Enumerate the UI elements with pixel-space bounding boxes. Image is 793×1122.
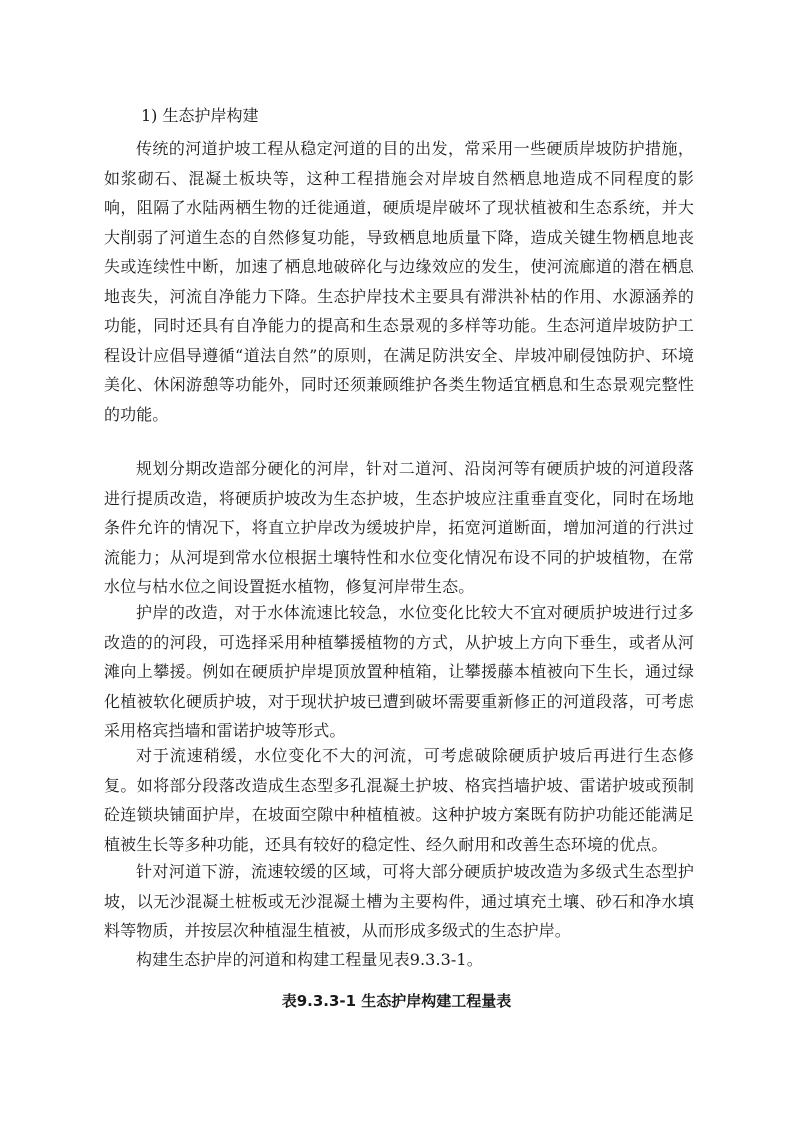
paragraph-multilevel-revetment: 针对河道下游，流速较缓的区域，可将大部分硬质护坡改造为多级式生态型护坡，以无沙混凝土桩板或无沙混凝土槽为主要构件，通过填充土壤、砂石和净水填料等物质，并按层次种植湿生植被，从而形成多级式的生态护岸。 [104,862,694,940]
paragraph-table-reference: 构建生态护岸的河道和构建工程量见表9.3.3-1。 [136,950,483,969]
paragraph-phased-renovation: 规划分期改造部分硬化的河岸，针对二道河、沿岗河等有硬质护坡的河道段落进行提质改造，将硬质护坡改为生态护坡，生态护坡应注重垂直变化，同时在场地条件允许的情况下，将直立护岸改为缓坡护岸，拓宽河道断面，增加河道的行洪过流能力；从河堤到常水位根据土壤特性和水位变化情况布设不同的护坡植物，在常水位与枯水位之间设置挺水植物，修复河岸带生态。 [104,459,694,596]
section-heading: 1) 生态护岸构建 [141,106,259,125]
paragraph-slow-flow-restoration: 对于流速稍缓，水位变化不大的河流，可考虑破除硬质护坡后再进行生态修复。如将部分段落改造成生态型多孔混凝土护坡、格宾挡墙护坡、雷诺护坡或预制砼连锁块铺面护岸，在坡面空隙中种植植被。这种护坡方案既有防护功能还能满足植被生长等多种功能，还具有较好的稳定性、经久耐用和改善生态环境的优点。 [104,746,694,854]
table-caption: 表9.3.3-1 生态护岸构建工程量表 [281,992,512,1010]
paragraph-traditional-revetment: 传统的河道护坡工程从稳定河道的目的出发，常采用一些硬质岸坡防护措施，如浆砌石、混凝土板块等，这种工程措施会对岸坡自然栖息地造成不同程度的影响，阻隔了水陆两栖生物的迁徙通道，硬质堤岸破坏了现状植被和生态系统，并大大削弱了河道生态的自然修复功能，导致栖息地质量下降，造成关键生物栖息地丧失或连续性中断，加速了栖息地破碎化与边缘效应的发生，使河流廊道的潜在栖息地丧失，河流自净能力下降。生态护岸技术主要具有滞洪补枯的作用、水源涵养的功能，同时还具有自净能力的提高和生态景观的多样等功能。生态河道岸坡防护工程设计应倡导遵循“道法自然”的原则，在满足防洪安全、岸坡冲刷侵蚀防护、环境美化、休闲游憩等功能外，同时还须兼顾维护各类生物适宜栖息和生态景观完整性的功能。 [104,139,694,424]
paragraph-climbing-plants: 护岸的改造，对于水体流速比较急，水位变化比较大不宜对硬质护坡进行过多改造的的河段，可选择采用种植攀援植物的方式，从护坡上方向下垂生，或者从河滩向上攀援。例如在硬质护岸堤顶放置种植箱，让攀援藤本植被向下生长，通过绿化植被软化硬质护坡，对于现状护坡已遭到破坏需要重新修正的河道段落，可考虑采用格宾挡墙和雷诺护坡等形式。 [104,603,694,740]
